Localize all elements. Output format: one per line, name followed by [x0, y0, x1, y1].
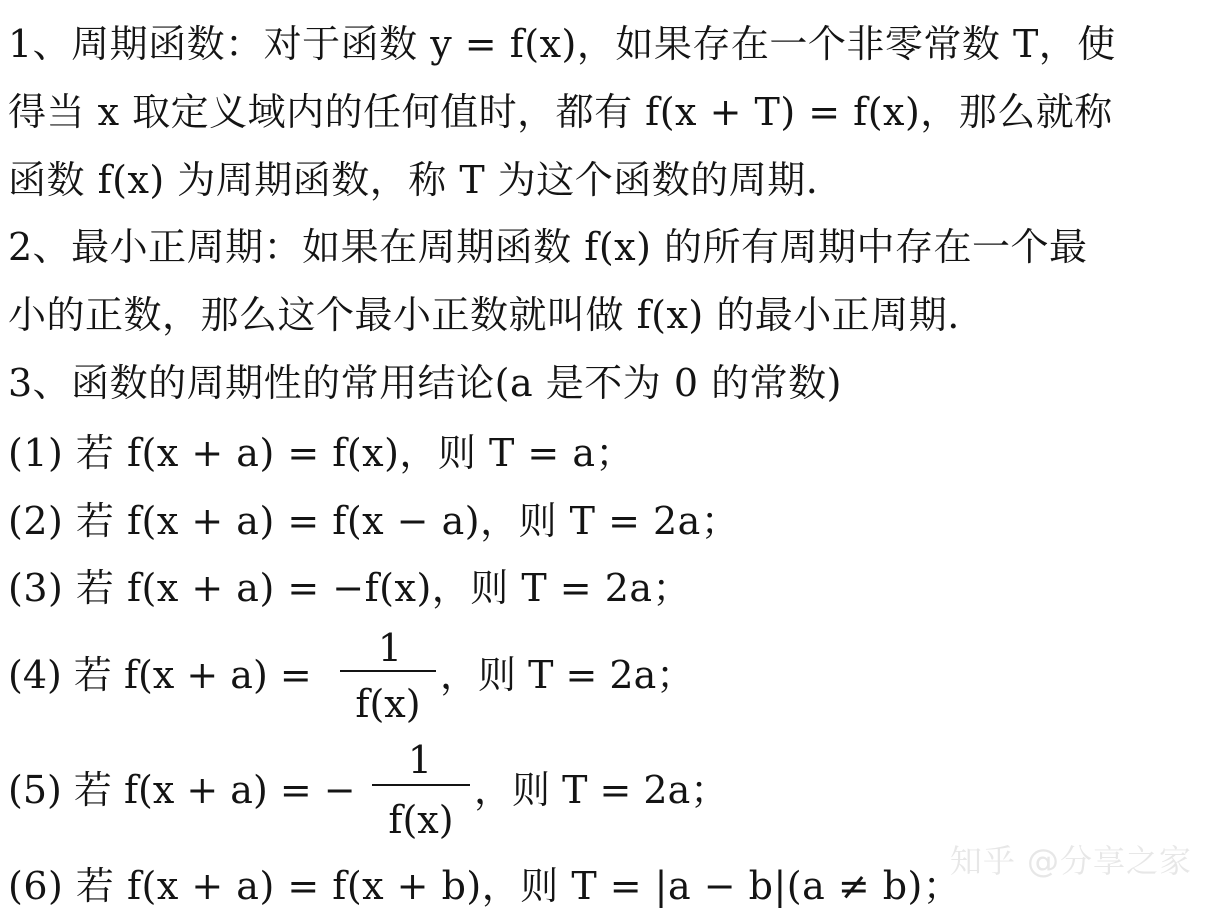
formula-4-numerator: 1	[377, 626, 403, 670]
text-line-7: (1) 若 f(x + a) = f(x)，则 T = a；	[8, 431, 635, 475]
formula-4-fraction-bar	[340, 670, 436, 672]
text-line-4: 2、最小正周期：如果在周期函数 f(x) 的所有周期中存在一个最	[8, 225, 1088, 269]
formula-5-denominator: f(x)	[388, 798, 454, 842]
text-line-9: (3) 若 f(x + a) = −f(x)，则 T = 2a；	[8, 566, 692, 610]
formula-5-numerator: 1	[407, 738, 433, 782]
text-line-8: (2) 若 f(x + a) = f(x − a)，则 T = 2a；	[8, 499, 740, 543]
text-line-1: 1、周期函数：对于函数 y = f(x)，如果存在一个非零常数 T，使	[8, 22, 1116, 66]
formula-4-right: ，则 T = 2a；	[440, 653, 695, 697]
formula-5-right: ，则 T = 2a；	[474, 768, 729, 812]
formula-5-left: (5) 若 f(x + a) = −	[8, 768, 356, 812]
text-line-12: (6) 若 f(x + a) = f(x + b)，则 T = |a − b|(a ≠ b)；	[8, 864, 962, 908]
text-line-6: 3、函数的周期性的常用结论(a 是不为 0 的常数)	[8, 361, 842, 405]
text-line-3: 函数 f(x) 为周期函数，称 T 为这个函数的周期.	[8, 158, 819, 202]
text-line-5: 小的正数，那么这个最小正数就叫做 f(x) 的最小正周期.	[8, 293, 960, 337]
watermark: 知乎 @分享之家	[949, 842, 1192, 880]
text-line-2: 得当 x 取定义域内的任何值时，都有 f(x + T) = f(x)，那么就称	[8, 90, 1113, 134]
formula-4-denominator: f(x)	[355, 682, 421, 726]
formula-5-fraction-bar	[372, 784, 470, 786]
formula-4-left: (4) 若 f(x + a) =	[8, 653, 312, 697]
